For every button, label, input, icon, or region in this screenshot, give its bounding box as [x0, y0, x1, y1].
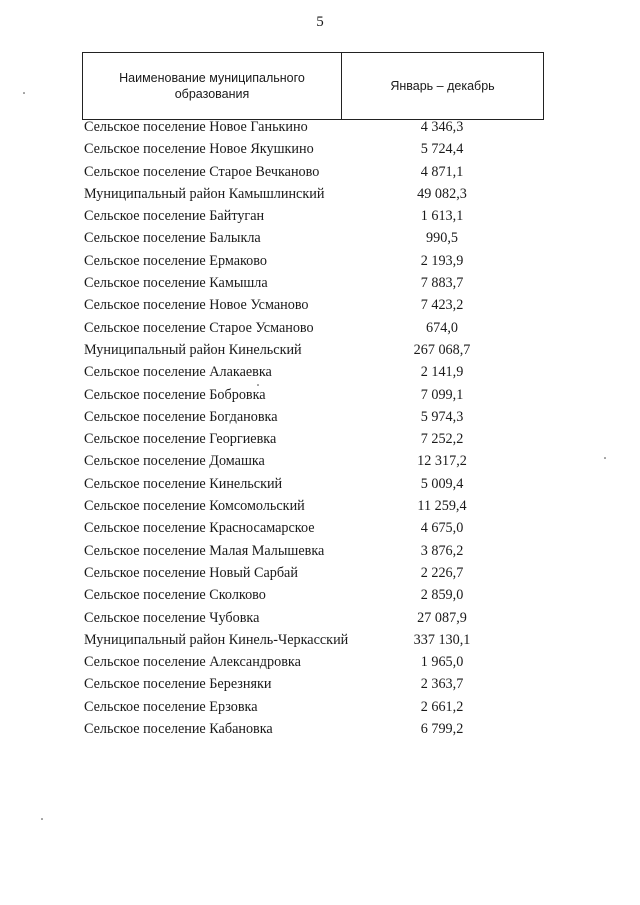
municipality-name: Сельское поселение Александровка — [84, 654, 301, 671]
municipality-name: Сельское поселение Ермаково — [84, 252, 267, 269]
period-value: 11 259,4 — [417, 498, 467, 515]
municipality-name: Сельское поселение Ерзовка — [84, 698, 258, 715]
table-row — [84, 162, 544, 183]
period-value: 2 193,9 — [420, 252, 464, 269]
period-value: 2 363,7 — [420, 676, 464, 693]
municipality-name: Муниципальный район Кинель-Черкасский — [84, 631, 349, 648]
period-value: 337 130,1 — [413, 631, 471, 648]
table-row — [84, 362, 544, 383]
municipality-name: Сельское поселение Красносамарское — [84, 520, 315, 537]
table-row — [84, 518, 544, 539]
table-row — [84, 630, 544, 651]
table-row — [84, 585, 544, 606]
period-value: 12 317,2 — [417, 453, 467, 470]
table-row — [84, 407, 544, 428]
table-row — [84, 474, 544, 495]
table-row — [84, 429, 544, 450]
municipality-name: Сельское поселение Чубовка — [84, 609, 260, 626]
municipality-name: Сельское поселение Бобровка — [84, 386, 266, 403]
table-row — [84, 563, 544, 584]
table-row — [84, 318, 544, 339]
municipality-name: Сельское поселение Новое Ганькино — [84, 119, 308, 135]
municipality-name: Муниципальный район Кинельский — [84, 341, 302, 358]
period-value: 2 226,7 — [420, 564, 464, 581]
municipality-name: Сельское поселение Новый Сарбай — [84, 564, 298, 581]
table-row — [84, 228, 544, 249]
period-value: 27 087,9 — [417, 609, 467, 626]
table-row — [84, 719, 544, 740]
period-value: 1 965,0 — [420, 654, 464, 671]
table-row — [84, 608, 544, 629]
table-row — [84, 139, 544, 160]
period-value: 5 724,4 — [420, 141, 464, 158]
column-header-municipality: Наименование муниципального образования — [83, 53, 342, 119]
period-value: 2 661,2 — [420, 698, 464, 715]
period-value: 2 141,9 — [420, 364, 464, 381]
page-number: 5 — [316, 14, 324, 30]
table-row — [84, 385, 544, 406]
municipality-name: Муниципальный район Камышлинский — [84, 185, 325, 202]
period-value: 6 799,2 — [420, 721, 464, 738]
period-value: 4 675,0 — [420, 520, 464, 537]
municipality-name: Сельское поселение Старое Вечканово — [84, 163, 320, 180]
municipality-name: Сельское поселение Домашка — [84, 453, 265, 470]
period-value: 674,0 — [426, 319, 458, 336]
period-value: 3 876,2 — [420, 542, 464, 559]
municipality-name: Сельское поселение Новое Усманово — [84, 297, 309, 314]
table-row — [84, 674, 544, 695]
scan-speck — [41, 818, 43, 820]
municipality-name: Сельское поселение Сколково — [84, 587, 266, 604]
municipality-name: Сельское поселение Байтуган — [84, 208, 265, 225]
table-row — [84, 541, 544, 562]
municipality-name: Сельское поселение Березняки — [84, 676, 272, 693]
municipality-name: Сельское поселение Балыкла — [84, 230, 261, 247]
scan-speck — [604, 457, 606, 459]
municipality-name: Сельское поселение Георгиевка — [84, 431, 277, 448]
municipality-name: Сельское поселение Богдановка — [84, 408, 278, 425]
table-row — [84, 206, 544, 227]
table-row — [84, 295, 544, 316]
scan-speck — [23, 92, 25, 94]
period-value: 4 346,3 — [420, 119, 464, 135]
municipality-name: Сельское поселение Малая Малышевка — [84, 542, 325, 559]
municipality-name: Сельское поселение Алакаевка — [84, 364, 272, 381]
period-value: 5 009,4 — [420, 475, 464, 492]
table-row — [84, 451, 544, 472]
table-row — [84, 184, 544, 205]
period-value: 49 082,3 — [417, 185, 467, 202]
municipality-name: Сельское поселение Старое Усманово — [84, 319, 314, 336]
table-row — [84, 652, 544, 673]
municipality-name: Сельское поселение Камышла — [84, 275, 268, 292]
table-row — [84, 496, 544, 517]
period-value: 2 859,0 — [420, 587, 464, 604]
period-value: 7 252,2 — [420, 431, 464, 448]
period-value: 1 613,1 — [420, 208, 464, 225]
table-row — [84, 340, 544, 361]
period-value: 7 883,7 — [420, 275, 464, 292]
period-value: 7 423,2 — [420, 297, 464, 314]
table-body — [84, 117, 544, 741]
table-row — [84, 117, 544, 138]
table-header — [82, 52, 544, 120]
municipality-name: Сельское поселение Кабановка — [84, 721, 273, 738]
period-value: 990,5 — [426, 230, 458, 247]
period-value: 7 099,1 — [420, 386, 464, 403]
column-header-period: Январь – декабрь — [390, 79, 495, 93]
table-row — [84, 251, 544, 272]
municipality-name: Сельское поселение Новое Якушкино — [84, 141, 314, 158]
table-row — [84, 697, 544, 718]
scan-speck — [257, 384, 259, 386]
period-value: 4 871,1 — [420, 163, 464, 180]
period-value: 5 974,3 — [420, 408, 464, 425]
municipality-name: Сельское поселение Комсомольский — [84, 498, 305, 515]
period-value: 267 068,7 — [413, 341, 471, 358]
municipality-name: Сельское поселение Кинельский — [84, 475, 283, 492]
table-row — [84, 273, 544, 294]
